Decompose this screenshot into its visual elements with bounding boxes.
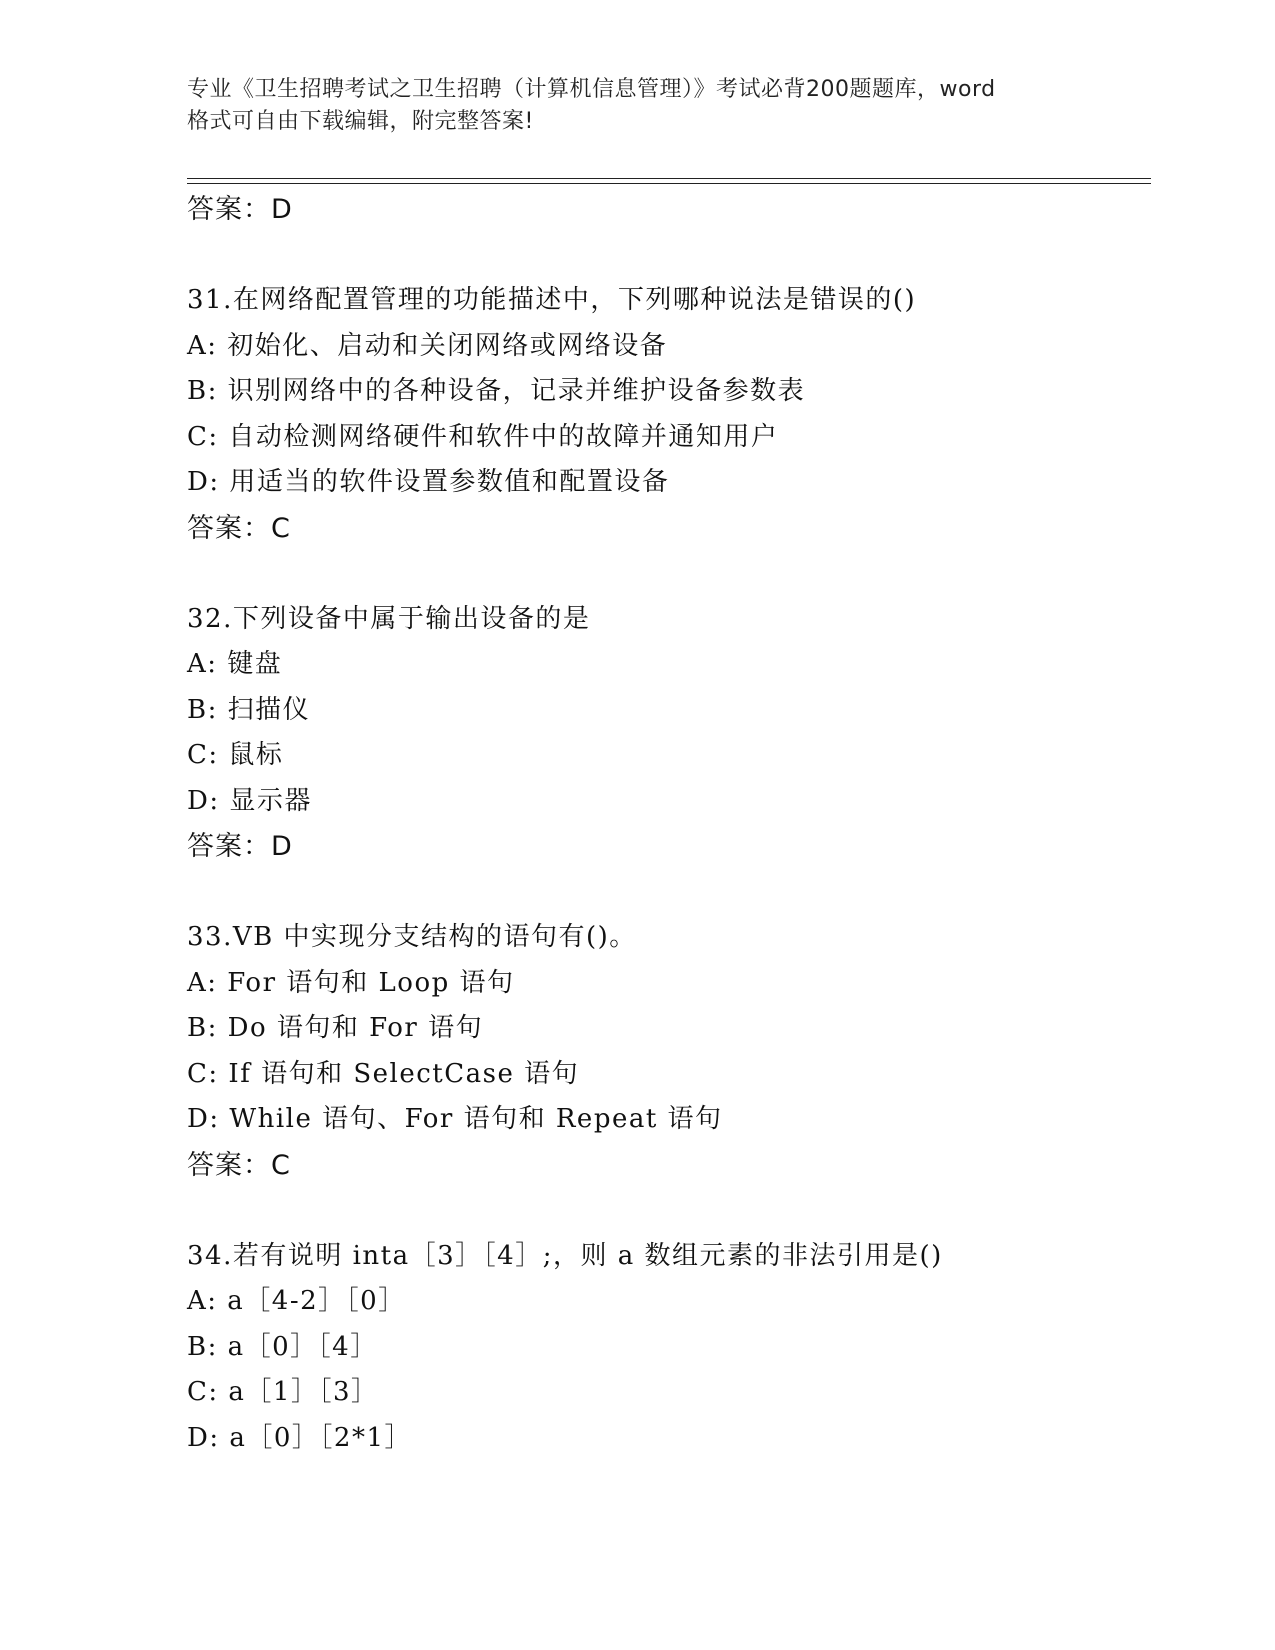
option-d: D: While 语句、For 语句和 Repeat 语句 <box>187 1104 723 1134</box>
answer: 答案：C <box>187 512 291 544</box>
question-stem: 32.下列设备中属于输出设备的是 <box>187 603 591 634</box>
spacer <box>187 551 1147 597</box>
option-a: A: For 语句和 Loop 语句 <box>187 967 515 998</box>
previous-answer: 答案：D <box>187 194 293 225</box>
option-b: B: a［0］［4］ <box>187 1331 378 1362</box>
header-divider-top <box>187 178 1151 179</box>
spacer <box>187 233 1147 279</box>
option-b: B: 扫描仪 <box>187 694 311 725</box>
option-c: C: If 语句和 SelectCase 语句 <box>187 1058 580 1089</box>
option-d: D: a［0］［2*1］ <box>187 1422 412 1453</box>
document-header <box>187 74 1087 138</box>
option-c: C: 自动检测网络硬件和软件中的故障并通知用户 <box>187 421 779 452</box>
option-a: A: 键盘 <box>187 649 283 679</box>
option-a: A: 初始化、启动和关闭网络或网络设备 <box>187 330 668 361</box>
option-a: A: a［4-2］［0］ <box>187 1286 406 1316</box>
option-b: B: 识别网络中的各种设备，记录并维护设备参数表 <box>187 376 806 406</box>
option-b: B: Do 语句和 For 语句 <box>187 1013 484 1043</box>
answer: 答案：D <box>187 831 293 862</box>
option-d: D: 显示器 <box>187 785 312 816</box>
header-line-2: 格式可自由下载编辑，附完整答案! <box>187 109 534 134</box>
spacer <box>187 1188 1147 1234</box>
question-list <box>187 187 1147 1461</box>
question-34 <box>187 1234 1147 1462</box>
option-c: C: a［1］［3］ <box>187 1377 379 1407</box>
spacer <box>187 870 1147 916</box>
question-31 <box>187 278 1147 551</box>
question-32 <box>187 597 1147 870</box>
option-c: C: 鼠标 <box>187 740 284 770</box>
header-divider-bottom <box>187 183 1151 184</box>
option-d: D: 用适当的软件设置参数值和配置设备 <box>187 467 670 497</box>
question-stem: 33.VB 中实现分支结构的语句有()。 <box>187 922 637 952</box>
question-33 <box>187 915 1147 1188</box>
header-line-1: 专业《卫生招聘考试之卫生招聘（计算机信息管理）》考试必背200题题库，word <box>187 77 996 102</box>
question-stem: 34.若有说明 inta［3］［4］;，则 a 数组元素的非法引用是() <box>187 1240 943 1271</box>
answer: 答案：C <box>187 1149 291 1181</box>
question-stem: 31.在网络配置管理的功能描述中，下列哪种说法是错误的() <box>187 285 917 315</box>
